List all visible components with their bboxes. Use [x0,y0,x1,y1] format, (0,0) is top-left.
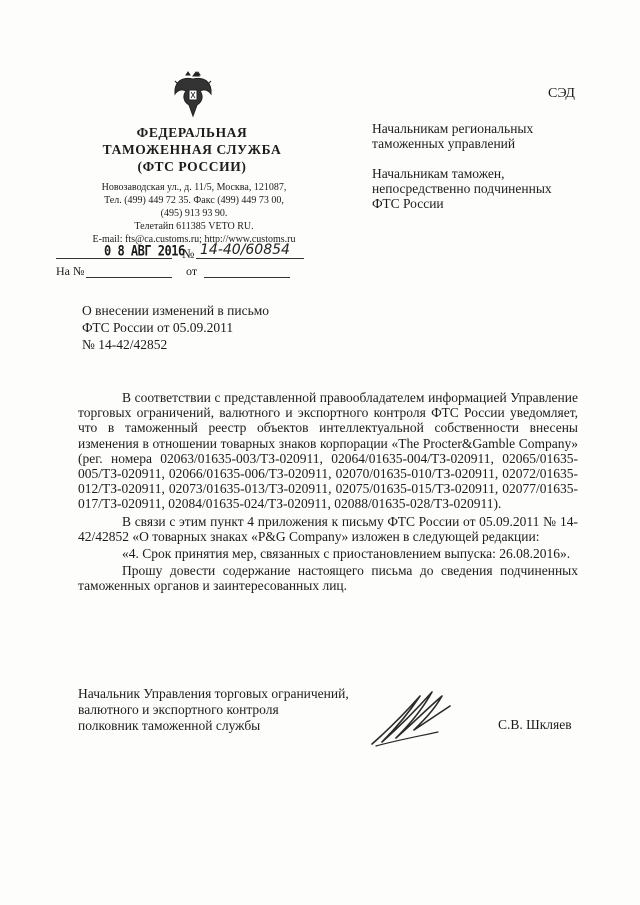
recipient-line-2: таможенных управлений [372,136,516,151]
subject-line-3: № 14-42/42852 [82,337,168,352]
ref-na-label: На № [56,264,85,278]
address-line-4: Телетайп 611385 VETO RU. [134,221,254,232]
signatory-name: С.В. Шкляев [498,717,572,732]
org-line-2: ТАМОЖЕННАЯ СЛУЖБА [102,142,282,157]
subject-line-1: О внесении изменений в письмо [82,303,270,318]
org-name [92,124,292,175]
handwritten-signature [368,684,456,750]
number-line [196,258,304,259]
ref-ot-label: от [186,264,198,278]
recipient-line-3: Начальникам таможен, [372,166,505,181]
subject-line-2: ФТС России от 05.09.2011 [82,320,234,335]
body-paragraph-1: В соответствии с представленной правообладателем информацией Управление торговых ограничений, валютного и экспортного контроля ФТС России уведомляет, что в таможенный реестр объектов интеллектуальной собственности внесены изменения в отношении товарных знаков корпорации «The Procter&Gamble Company» (рег. номера 02063/01635-003/ТЗ-020911, 02064/01635-004/ТЗ-020911, 02065/01635-005/ТЗ-020911, 02066/01635-006/ТЗ-020911, 02070/01635-010/ТЗ-020911, 02072/01635-012/ТЗ-020911, 02073/01635-013/ТЗ-020911, 02075/01635-015/ТЗ-020911, 02077/01635-017/ТЗ-020911, 02084/01635-024/ТЗ-020911, 02088/01635-028/ТЗ-020911). [78,390,578,512]
coat-of-arms-emblem [172,70,214,120]
subject-block [82,302,342,353]
recipient-line-4: непосредственно подчиненных [372,181,552,196]
org-line-1: ФЕДЕРАЛЬНАЯ [136,125,248,140]
address-line-3: (495) 913 93 90. [160,208,228,219]
signatory-title-line-2: валютного и экспортного контроля [78,702,279,717]
signatory-title [78,686,378,734]
recipient-line-5: ФТС России [372,196,444,211]
sed-label: СЭД [548,86,575,101]
address-line-5: E-mail: fts@ca.customs.ru; http://www.customs.ru [92,234,296,245]
signatory-title-line-3: полковник таможенной службы [78,718,261,733]
address-block [68,181,320,246]
recipient-line-1: Начальникам региональных [372,121,534,136]
number-handwritten: 14-40/60854 [200,242,290,258]
body-paragraph-2: В связи с этим пункт 4 приложения к письму ФТС России от 05.09.2011 № 14-42/42852 «О товарных знаках «P&G Company» изложен в следующей редакции: [78,513,578,544]
signatory-title-line-1: Начальник Управления торговых ограничений, [78,686,349,701]
body-paragraph-3: «4. Срок принятия мер, связанных с приостановлением выпуска: 26.08.2016». [122,546,571,562]
ref-na-line [86,277,172,278]
org-line-3: (ФТС РОССИИ) [137,159,247,174]
date-stamp: 0 8 АВГ 2016 [104,242,185,260]
ref-ot-line [204,277,290,278]
address-line-2: Тел. (499) 449 72 35. Факс (499) 449 73 00, [104,195,284,206]
recipients-block [372,121,602,211]
number-prefix: № [182,246,195,261]
body-paragraph-4: Прошу довести содержание настоящего письма до сведения подчиненных таможенных органов и заинтересованных лиц. [78,563,578,594]
address-line-1: Новозаводская ул., д. 11/5, Москва, 121087, [101,182,287,193]
letter-body [78,390,578,594]
